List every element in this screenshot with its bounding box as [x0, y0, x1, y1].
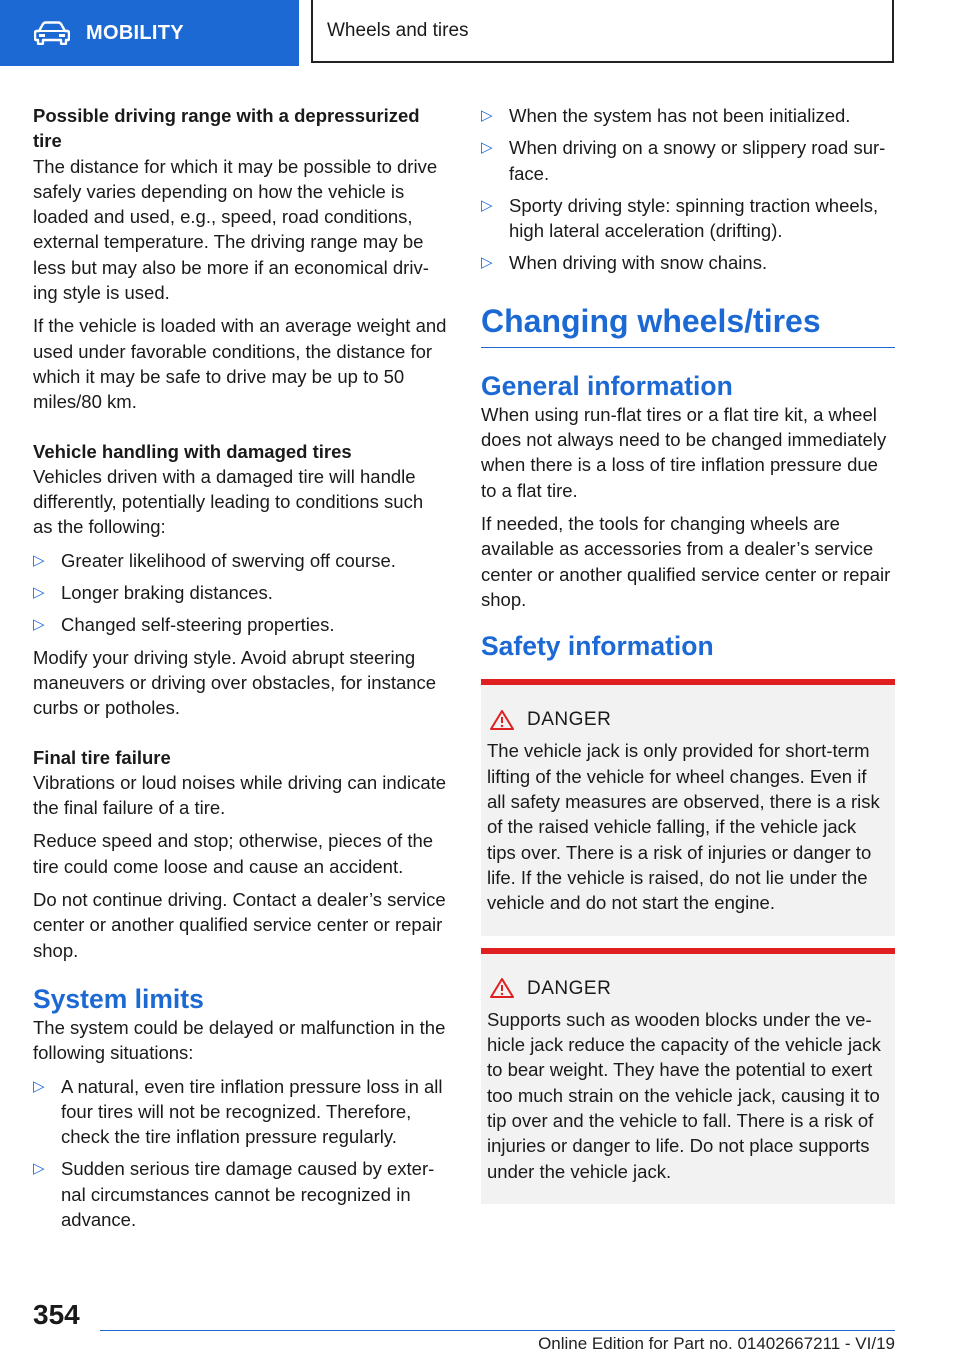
- chapter-heading: Changing wheels/tires: [481, 301, 895, 348]
- triangle-bullet-icon: ▷: [33, 1160, 45, 1178]
- danger-title: DANGER: [527, 977, 612, 999]
- triangle-bullet-icon: ▷: [481, 254, 493, 272]
- chapter-tab-label: Wheels and tires: [327, 19, 469, 41]
- section-tab-label: MOBILITY: [86, 21, 184, 44]
- list-item: ▷ A natural, even tire inflation pressure loss in all four tires will not be recognized. Therefore, check the tire inflation pressure regularly.: [33, 1075, 443, 1148]
- list-item: ▷ Changed self-steering properties.: [33, 612, 447, 637]
- heading-driving-range: Possible driving range with a depressurized tire: [33, 105, 420, 152]
- limits-list-continued: [481, 103, 895, 276]
- triangle-bullet-icon: ▷: [481, 107, 493, 124]
- paragraph: If the vehicle is loaded with an average weight and used under favorable conditions, the distance for which it may be safe to drive may be up to 50 miles/80 km.: [33, 315, 447, 413]
- edition-note: Online Edition for Part no. 01402667211 - VI/19: [538, 1334, 895, 1353]
- page-number: 354: [33, 1299, 80, 1330]
- list-item: ▷ Longer braking distances.: [33, 580, 447, 605]
- danger-text: Supports such as wooden blocks under the vehicle jack reduce the capacity of the vehicle jack to bear weight. They have the potential to exert too much strain on the vehicle jack, causing it to tip over and the vehicle to fall. There is a risk of injuries or danger to life. Do not place supports under the vehicle jack.: [487, 1008, 881, 1182]
- triangle-bullet-icon: ▷: [33, 616, 45, 634]
- left-column: [33, 103, 447, 1239]
- list-item: ▷ When the system has not been initialized.: [481, 103, 895, 128]
- handling-list: [33, 548, 447, 638]
- triangle-bullet-icon: ▷: [33, 1077, 45, 1095]
- danger-text: The vehicle jack is only provided for short-term lifting of the vehicle for wheel changes. Even if all safety measures are observed, there is a risk of the raised vehicle falling, if the vehicle jack tips over. There is a risk of injuries or danger to life. If the vehicle is raised, do not lie under the vehicle and do not start the engine.: [487, 740, 880, 914]
- danger-notice: [481, 679, 895, 935]
- paragraph: Reduce speed and stop; otherwise, pieces of the tire could come loose and cause an accident.: [33, 830, 434, 877]
- page-header: [0, 0, 960, 66]
- triangle-bullet-icon: ▷: [33, 551, 45, 569]
- heading-final-tire-failure: Final tire failure: [33, 746, 171, 768]
- paragraph: When using run-flat tires or a flat tire kit, a wheel does not always need to be changed immediately when there is a loss of tire inflation pressure due to a flat tire.: [481, 403, 887, 501]
- car-icon: [34, 21, 70, 45]
- triangle-bullet-icon: ▷: [33, 584, 45, 602]
- footer-divider: [100, 1330, 895, 1331]
- paragraph: Do not continue driving. Contact a dealer’s service center or another qualified service center or repair shop.: [33, 889, 446, 961]
- triangle-bullet-icon: ▷: [481, 139, 493, 157]
- list-item: ▷ Greater likelihood of swerving off course.: [33, 548, 447, 573]
- paragraph: The system could be delayed or malfunction in the following situations:: [33, 1016, 446, 1064]
- list-item: ▷ When driving on a snowy or slippery road surface.: [481, 137, 886, 184]
- list-item: ▷ When driving with snow chains.: [481, 250, 895, 275]
- section-tab: [0, 0, 299, 66]
- heading-vehicle-handling: Vehicle handling with damaged tires: [33, 440, 352, 462]
- warning-triangle-icon: [489, 709, 515, 731]
- list-item: ▷ Sudden serious tire damage caused by external circumstances cannot be recognized in advance.: [33, 1158, 435, 1230]
- paragraph: If needed, the tools for changing wheels are available as accessories from a dealer’s service center or another qualified service center or repair shop.: [481, 512, 891, 610]
- paragraph: The distance for which it may be possible to drive safely varies depending on how the vehicle is loaded and used, e.g., speed, road conditions, external temperature. The driving range may be less but may also be more if an economical driving style is used.: [33, 155, 438, 304]
- triangle-bullet-icon: ▷: [481, 196, 493, 214]
- right-column: [481, 103, 895, 1204]
- paragraph: Vehicles driven with a damaged tire will handle differently, potentially leading to conditions such as the following:: [33, 465, 424, 538]
- heading-system-limits: System limits: [33, 983, 204, 1014]
- danger-title: DANGER: [527, 709, 612, 731]
- heading-general-information: General information: [481, 370, 733, 401]
- chapter-tab: [311, 0, 894, 63]
- heading-safety-information: Safety information: [481, 631, 714, 662]
- list-item: ▷ Sporty driving style: spinning traction wheels, high lateral acceleration (drifting).: [481, 194, 879, 242]
- paragraph: Vibrations or loud noises while driving can indicate the final failure of a tire.: [33, 771, 447, 819]
- warning-triangle-icon: [489, 977, 515, 999]
- limits-list: [33, 1074, 447, 1233]
- paragraph: Modify your driving style. Avoid abrupt steering maneuvers or driving over obstacles, for instance curbs or potholes.: [33, 646, 437, 719]
- danger-notice: [481, 948, 895, 1204]
